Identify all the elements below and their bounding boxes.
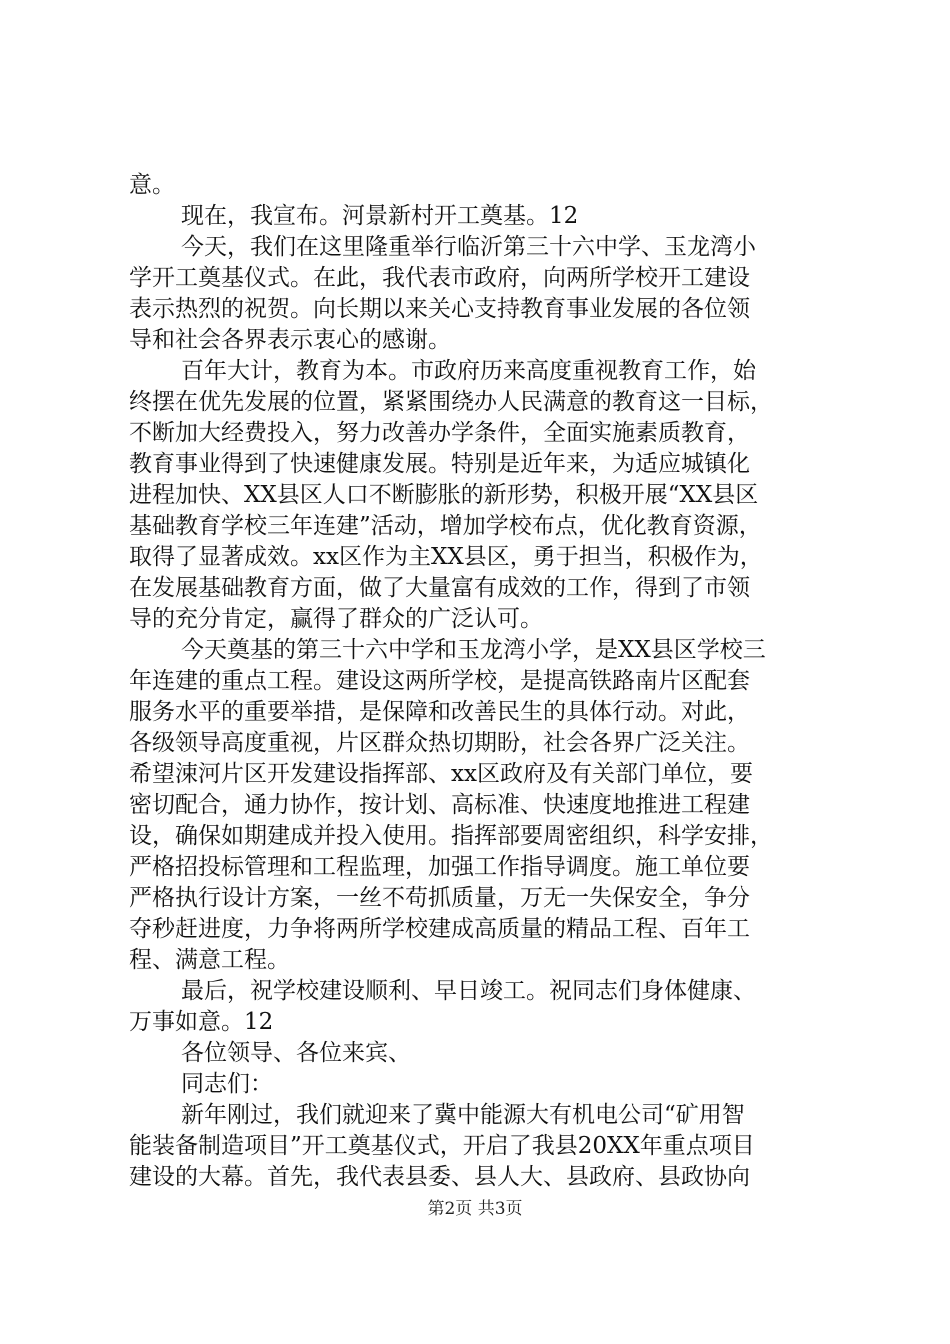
text-line: 教育事业得到了快速健康发展。特别是近年来，为适应城镇化 (129, 451, 750, 477)
text-line: 严格执行设计方案，一丝不苟抓质量，万无一失保安全，争分 (129, 885, 750, 911)
text-line: 意。 (129, 172, 175, 198)
text-line: 现在，我宣布。河景新村开工奠基。12 (181, 203, 579, 229)
text-line: 各级领导高度重视，片区群众热切期盼，社会各界广泛关注。 (129, 730, 750, 756)
text-line: 设，确保如期建成并投入使用。指挥部要周密组织，科学安排， (129, 823, 773, 849)
text-line: 能装备制造项目”开工奠基仪式，开启了我县20XX年重点项目 (129, 1133, 755, 1159)
text-line: 各位领导、各位来宾、 (181, 1040, 411, 1066)
text-line: 程、满意工程。 (129, 947, 290, 973)
text-line: 夺秒赶进度，力争将两所学校建成高质量的精品工程、百年工 (129, 916, 750, 942)
text-line: 希望涑河片区开发建设指挥部、xx区政府及有关部门单位，要 (129, 761, 753, 787)
text-line: 严格招投标管理和工程监理，加强工作指导调度。施工单位要 (129, 854, 750, 880)
text-line: 进程加快、XX县区人口不断膨胀的新形势，积极开展“XX县区 (129, 482, 759, 508)
text-line: 在发展基础教育方面，做了大量富有成效的工作，得到了市领 (129, 575, 750, 601)
text-line: 今天奠基的第三十六中学和玉龙湾小学，是XX县区学校三 (181, 637, 766, 663)
text-line: 密切配合，通力协作，按计划、高标准、快速度地推进工程建 (129, 792, 750, 818)
text-line: 百年大计，教育为本。市政府历来高度重视教育工作，始 (181, 358, 756, 384)
text-line: 表示热烈的祝贺。向长期以来关心支持教育事业发展的各位领 (129, 296, 750, 322)
text-line: 年连建的重点工程。建设这两所学校，是提高铁路南片区配套 (129, 668, 750, 694)
text-line: 导和社会各界表示衷心的感谢。 (129, 327, 451, 353)
text-line: 服务水平的重要举措，是保障和改善民生的具体行动。对此， (129, 699, 750, 725)
page-number-footer: 第2页 共3页 (427, 1199, 523, 1219)
text-line: 不断加大经费投入，努力改善办学条件，全面实施素质教育， (129, 420, 750, 446)
text-line: 取得了显著成效。xx区作为主XX县区，勇于担当，积极作为， (129, 544, 763, 570)
text-line: 终摆在优先发展的位置，紧紧围绕办人民满意的教育这一目标， (129, 389, 773, 415)
text-line: 学开工奠基仪式。在此，我代表市政府，向两所学校开工建设 (129, 265, 750, 291)
text-line: 建设的大幕。首先，我代表县委、县人大、县政府、县政协向 (129, 1164, 750, 1190)
text-line: 同志们： (181, 1071, 273, 1097)
text-line: 导的充分肯定，赢得了群众的广泛认可。 (129, 606, 543, 632)
text-line: 基础教育学校三年连建”活动，增加学校布点，优化教育资源， (129, 513, 762, 539)
text-line: 万事如意。12 (129, 1009, 274, 1035)
text-line: 新年刚过，我们就迎来了冀中能源大有机电公司“矿用智 (181, 1102, 745, 1128)
text-line: 今天，我们在这里隆重举行临沂第三十六中学、玉龙湾小 (181, 234, 756, 260)
text-line: 最后，祝学校建设顺利、早日竣工。祝同志们身体健康、 (181, 978, 756, 1004)
